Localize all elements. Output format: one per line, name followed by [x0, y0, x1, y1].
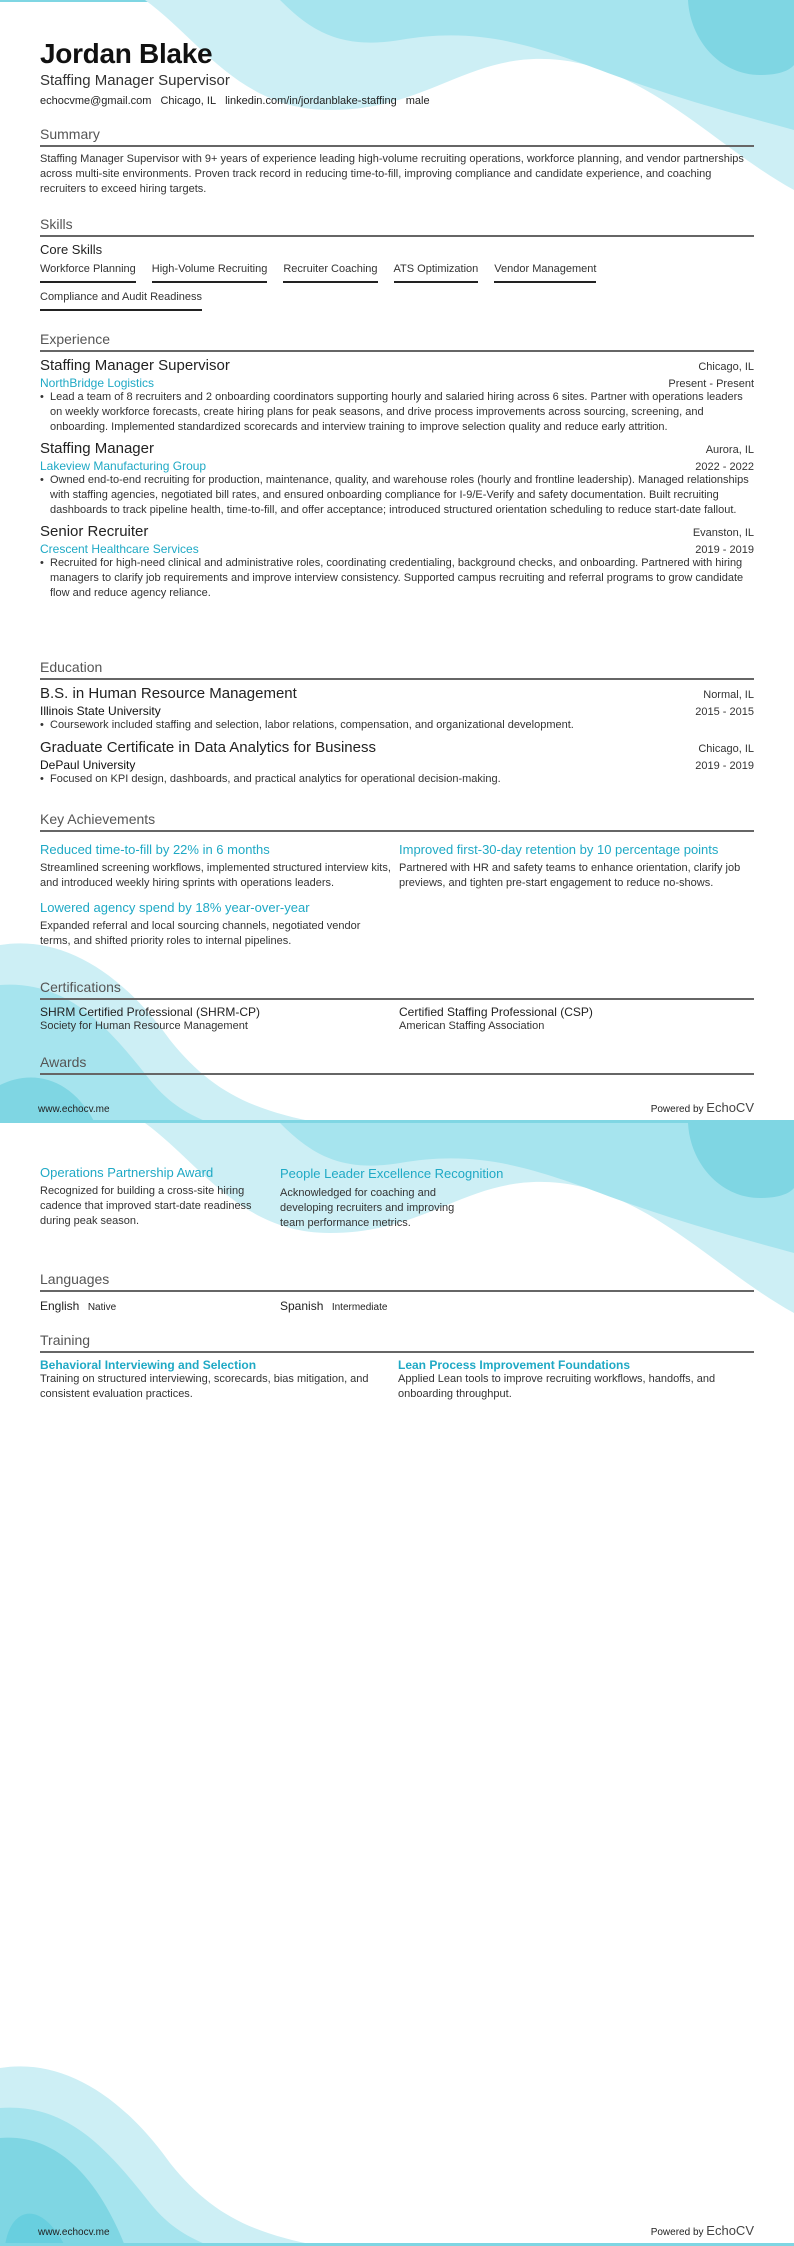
achievement-text: Partnered with HR and safety teams to enhance orientation, clarify job previews, and tighten pre-start engagement to reduce no-shows. [399, 862, 741, 889]
section-heading: Training [40, 1332, 754, 1353]
edu-dates: 2015 - 2015 [695, 706, 754, 718]
section-heading: Key Achievements [40, 811, 754, 832]
powered-by-label: Powered by [650, 1104, 704, 1115]
education-entry [40, 685, 754, 733]
training-text: Applied Lean tools to improve recruiting workflows, handoffs, and onboarding throughput. [398, 1373, 716, 1400]
education-section [40, 659, 754, 787]
school-name: DePaul University [40, 758, 136, 772]
language-item [40, 1297, 280, 1315]
section-heading: Skills [40, 216, 754, 237]
company-name: Lakeview Manufacturing Group [40, 459, 207, 473]
section-heading: Awards [40, 1054, 754, 1075]
language-name: Spanish [280, 1299, 324, 1313]
languages-section [40, 1271, 754, 1315]
contact-location: Chicago, IL [160, 95, 217, 107]
awards-list [40, 1160, 754, 1231]
section-heading: Experience [40, 331, 754, 352]
skills-section [40, 216, 754, 311]
award-title: Operations Partnership Award [40, 1165, 214, 1180]
job-title: Staffing Manager Supervisor [40, 357, 230, 374]
training-item [398, 1358, 754, 1402]
certification-issuer: Society for Human Resource Management [40, 1020, 248, 1032]
award-item [40, 1160, 280, 1231]
award-text: Acknowledged for coaching and developing recruiters and improving team performance metrics. [280, 1187, 455, 1229]
contact-email[interactable]: echocvme@gmail.com [40, 95, 152, 107]
training-item [40, 1358, 398, 1402]
job-bullet: • Recruited for high-need clinical and administrative roles, coordinating credentialing, background checks, and onboarding. Partnered with hiring managers to clarify job requirements and improve interview consistency. Supported campus recruiting and referral programs to grow candidate flow and reduce agency reliance. [50, 556, 754, 601]
footer-site-link[interactable]: www.echocv.me [38, 1104, 110, 1115]
school-name: Illinois State University [40, 704, 161, 718]
brand-logo: EchoCV [706, 2223, 754, 2238]
edu-dates: 2019 - 2019 [695, 760, 754, 772]
brand-logo: EchoCV [706, 1100, 754, 1115]
job-location: Aurora, IL [705, 444, 754, 456]
skill-tag: Compliance and Audit Readiness [40, 291, 202, 311]
award-item [280, 1160, 520, 1231]
skill-tag: High-Volume Recruiting [152, 263, 268, 283]
skill-tag: Vendor Management [494, 263, 596, 283]
certification-issuer: American Staffing Association [399, 1020, 545, 1032]
achievement-item [40, 895, 399, 949]
education-entry [40, 739, 754, 787]
summary-section [40, 126, 754, 197]
achievement-title: Reduced time-to-fill by 22% in 6 months [40, 842, 270, 857]
job-entry [40, 523, 754, 601]
job-bullet: • Owned end-to-end recruiting for production, maintenance, quality, and warehouse roles (hourly and frontline leadership). Managed relationships with staffing agencies, negotiated bill rates, and ensured onboarding compliance for I-9/E-Verify and safety documentation. Built recruiting dashboards to track pipeline health, time-to-fill, and offer acceptance; introduced structured orientation scheduling to reduce start-date fallout. [50, 473, 754, 518]
achievement-title: Lowered agency spend by 18% year-over-year [40, 900, 310, 915]
contact-info [40, 95, 430, 107]
job-bullet: • Lead a team of 8 recruiters and 2 onboarding coordinators supporting hourly and salaried hiring across 6 sites. Partner with operations leaders on weekly workforce forecasts, create hiring plans for peak seasons, and drive process improvements across sourcing, screening, and onboarding. Implemented standardized scorecards and interview training to improve selection quality and reduce early attrition. [50, 390, 754, 435]
training-title: Lean Process Improvement Foundations [398, 1358, 631, 1372]
degree: B.S. in Human Resource Management [40, 685, 297, 702]
job-dates: 2022 - 2022 [695, 461, 754, 473]
powered-by-label: Powered by [650, 2227, 704, 2238]
job-entry [40, 357, 754, 435]
section-heading: Certifications [40, 979, 754, 1000]
section-heading: Education [40, 659, 754, 680]
achievement-item [40, 837, 399, 891]
skill-group-title: Core Skills [40, 242, 103, 257]
achievements-section [40, 811, 754, 949]
achievement-text: Streamlined screening workflows, implemented structured interview kits, and introduced weekly hiring sprints with operations leaders. [40, 862, 391, 889]
job-location: Chicago, IL [698, 361, 754, 373]
footer-powered-by[interactable] [651, 1100, 754, 1115]
training-text: Training on structured interviewing, scorecards, bias mitigation, and consistent evaluation practices. [40, 1373, 369, 1400]
skill-tag: Recruiter Coaching [283, 263, 377, 283]
edu-bullet: • Focused on KPI design, dashboards, and practical analytics for operational decision-making. [50, 772, 754, 787]
skill-tag: ATS Optimization [394, 263, 479, 283]
certification-name: SHRM Certified Professional (SHRM-CP) [40, 1005, 261, 1019]
summary-text: Staffing Manager Supervisor with 9+ years of experience leading high-volume recruiting operations, workforce planning, and vendor partnerships across multi-site environments. Proven track record in reducing time-to-fill, improving compliance and candidate experience, and coaching recruiters to exceed hiring targets. [40, 153, 744, 195]
edu-location: Chicago, IL [698, 743, 754, 755]
experience-section [40, 331, 754, 601]
certification-item [399, 1005, 754, 1034]
job-title: Staffing Manager [40, 440, 154, 457]
awards-section [40, 1054, 754, 1080]
certification-item [40, 1005, 399, 1034]
company-name: NorthBridge Logistics [40, 376, 155, 390]
language-level: Native [87, 1302, 117, 1313]
footer-powered-by[interactable] [651, 2223, 754, 2238]
skill-tag: Workforce Planning [40, 263, 136, 283]
award-text: Recognized for building a cross-site hiring cadence that improved start-date readiness during peak season. [40, 1185, 252, 1227]
edu-bullet: • Coursework included staffing and selection, labor relations, compensation, and organizational development. [50, 718, 754, 733]
language-item [280, 1297, 520, 1315]
training-title: Behavioral Interviewing and Selection [40, 1358, 257, 1372]
skill-tags [40, 263, 754, 311]
resume-page-2 [0, 1123, 794, 2246]
language-name: English [40, 1299, 80, 1313]
achievement-title: Improved first-30-day retention by 10 percentage points [399, 842, 719, 857]
job-location: Evanston, IL [692, 527, 754, 539]
training-section [40, 1332, 754, 1402]
job-dates: 2019 - 2019 [695, 544, 754, 556]
language-level: Intermediate [331, 1302, 388, 1313]
certifications-section [40, 979, 754, 1034]
company-name: Crescent Healthcare Services [40, 542, 199, 556]
degree: Graduate Certificate in Data Analytics for Business [40, 739, 376, 756]
certification-name: Certified Staffing Professional (CSP) [399, 1005, 593, 1019]
achievement-text: Expanded referral and local sourcing channels, negotiated vendor terms, and shifted priority roles to internal pipelines. [40, 920, 361, 947]
award-title: People Leader Excellence Recognition [280, 1166, 504, 1181]
candidate-name: Jordan Blake [40, 38, 213, 69]
job-entry [40, 440, 754, 518]
section-heading: Languages [40, 1271, 754, 1292]
achievement-item [399, 837, 754, 891]
section-heading: Summary [40, 126, 754, 147]
edu-location: Normal, IL [703, 689, 754, 701]
candidate-title: Staffing Manager Supervisor [40, 72, 230, 89]
contact-gender: male [405, 95, 430, 107]
footer-site-link[interactable]: www.echocv.me [38, 2227, 110, 2238]
job-dates: Present - Present [668, 378, 754, 390]
contact-linkedin[interactable]: linkedin.com/in/jordanblake-staffing [225, 95, 397, 107]
job-title: Senior Recruiter [40, 523, 149, 540]
